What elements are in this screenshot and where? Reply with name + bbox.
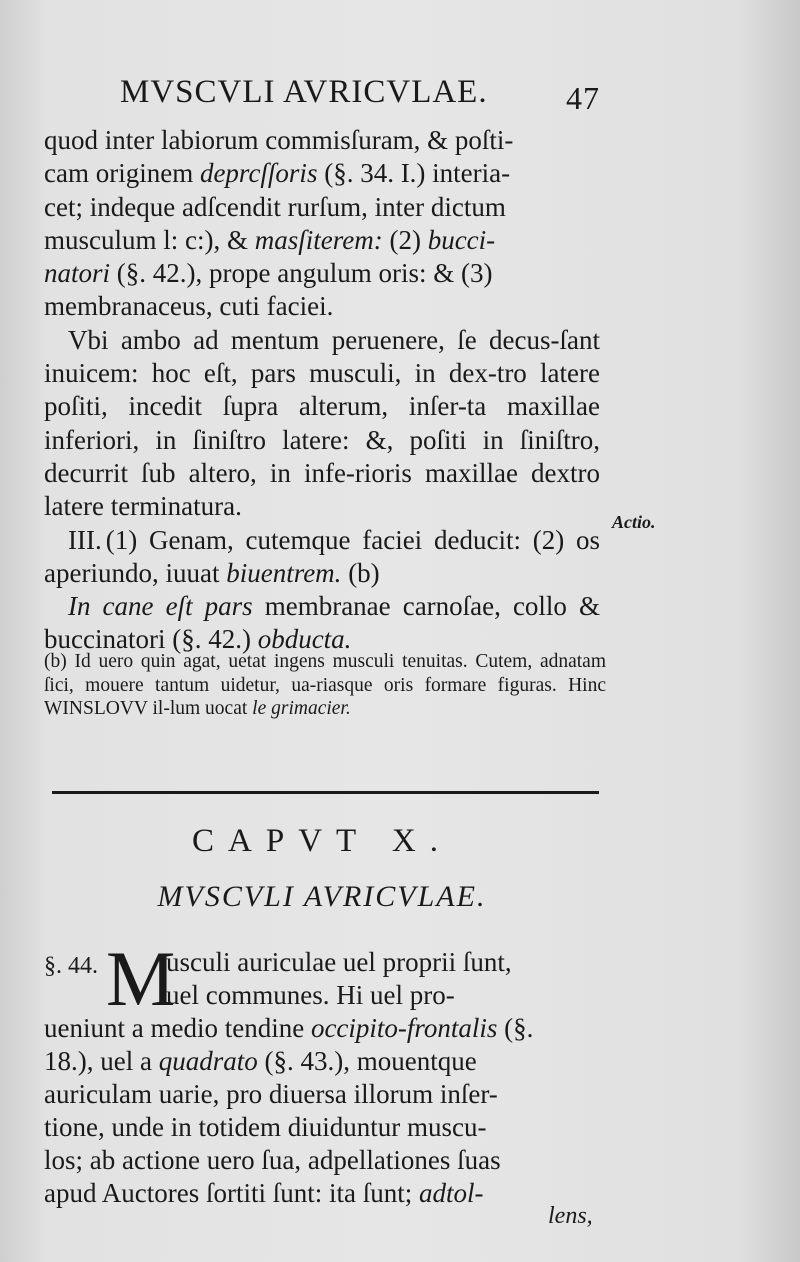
- catchword: lens,: [548, 1203, 593, 1229]
- section-line: tione, unde in totidem diuiduntur muscu-: [44, 1112, 487, 1142]
- page-number: 47: [566, 80, 600, 116]
- drop-cap: M: [106, 935, 176, 1022]
- footnote: (b) Id uero quin agat, uetat ingens musculi tenuitas. Cutem, adnatam ſici, mouere tantum uidetur, ua-riasque oris formare figuras. Hinc WINSLOVV il-lum uocat le grimacier.: [44, 651, 606, 719]
- paragraph-action: III. (1) Genam, cutemque faciei deducit: (2) os aperiundo, iuuat biuentrem. (b): [44, 524, 600, 588]
- section-line: 18.), uel a quadrato (§. 43.), mouentque: [44, 1046, 477, 1076]
- section-line: ueniunt a medio tendine occipito-frontalis (§.: [44, 1013, 534, 1043]
- section-number: §. 44.: [44, 953, 98, 979]
- chapter-subtitle: MVSCVLI AVRICVLAE.: [157, 880, 487, 913]
- margin-note: Actio.: [612, 512, 656, 532]
- section-line: los; ab actione uero ſua, adpellationes ſuas: [44, 1145, 501, 1175]
- body-text: [44, 124, 600, 657]
- section-line: uel communes. Hi uel pro-: [166, 980, 455, 1010]
- section-line: auriculam uarie, pro diuersa illorum inſer-: [44, 1079, 498, 1109]
- paragraph-dog: In cane eſt pars membranae carnoſae, collo & buccinatori (§. 42.) obducta.: [44, 591, 600, 655]
- paragraph-decussation: Vbi ambo ad mentum peruenere, ſe decus-ſant inuicem: hoc eſt, pars musculi, in dex-tro latere poſiti, incedit ſupra alterum, inſer-ta maxillae inferiori, in ſiniſtro latere: &, poſiti in ſiniſtro, decurrit ſub altero, in infe-rioris maxillae dextro latere terminatura.: [44, 324, 600, 522]
- paragraph-continuation: quod inter labiorum commisſuram, & poſti- cam originem deprcſſoris (§. 34. I.) interia- cet; indeque adſcendit rurſum, inter dictum musculum l: c:), & masſiterem: (2) bucci- natori (§. 42.), prope angulum oris: & (3) membranaceus, cuti faciei.: [44, 125, 514, 322]
- section-line: apud Auctores ſortiti ſunt: ita ſunt; adtol-: [44, 1178, 484, 1208]
- section-line: usculi auriculae uel proprii ſunt,: [166, 947, 512, 977]
- running-head-title: MVSCVLI AVRICVLAE.: [120, 74, 488, 110]
- chapter-heading: CAPVT X.: [192, 823, 452, 859]
- section-rule: [52, 791, 599, 794]
